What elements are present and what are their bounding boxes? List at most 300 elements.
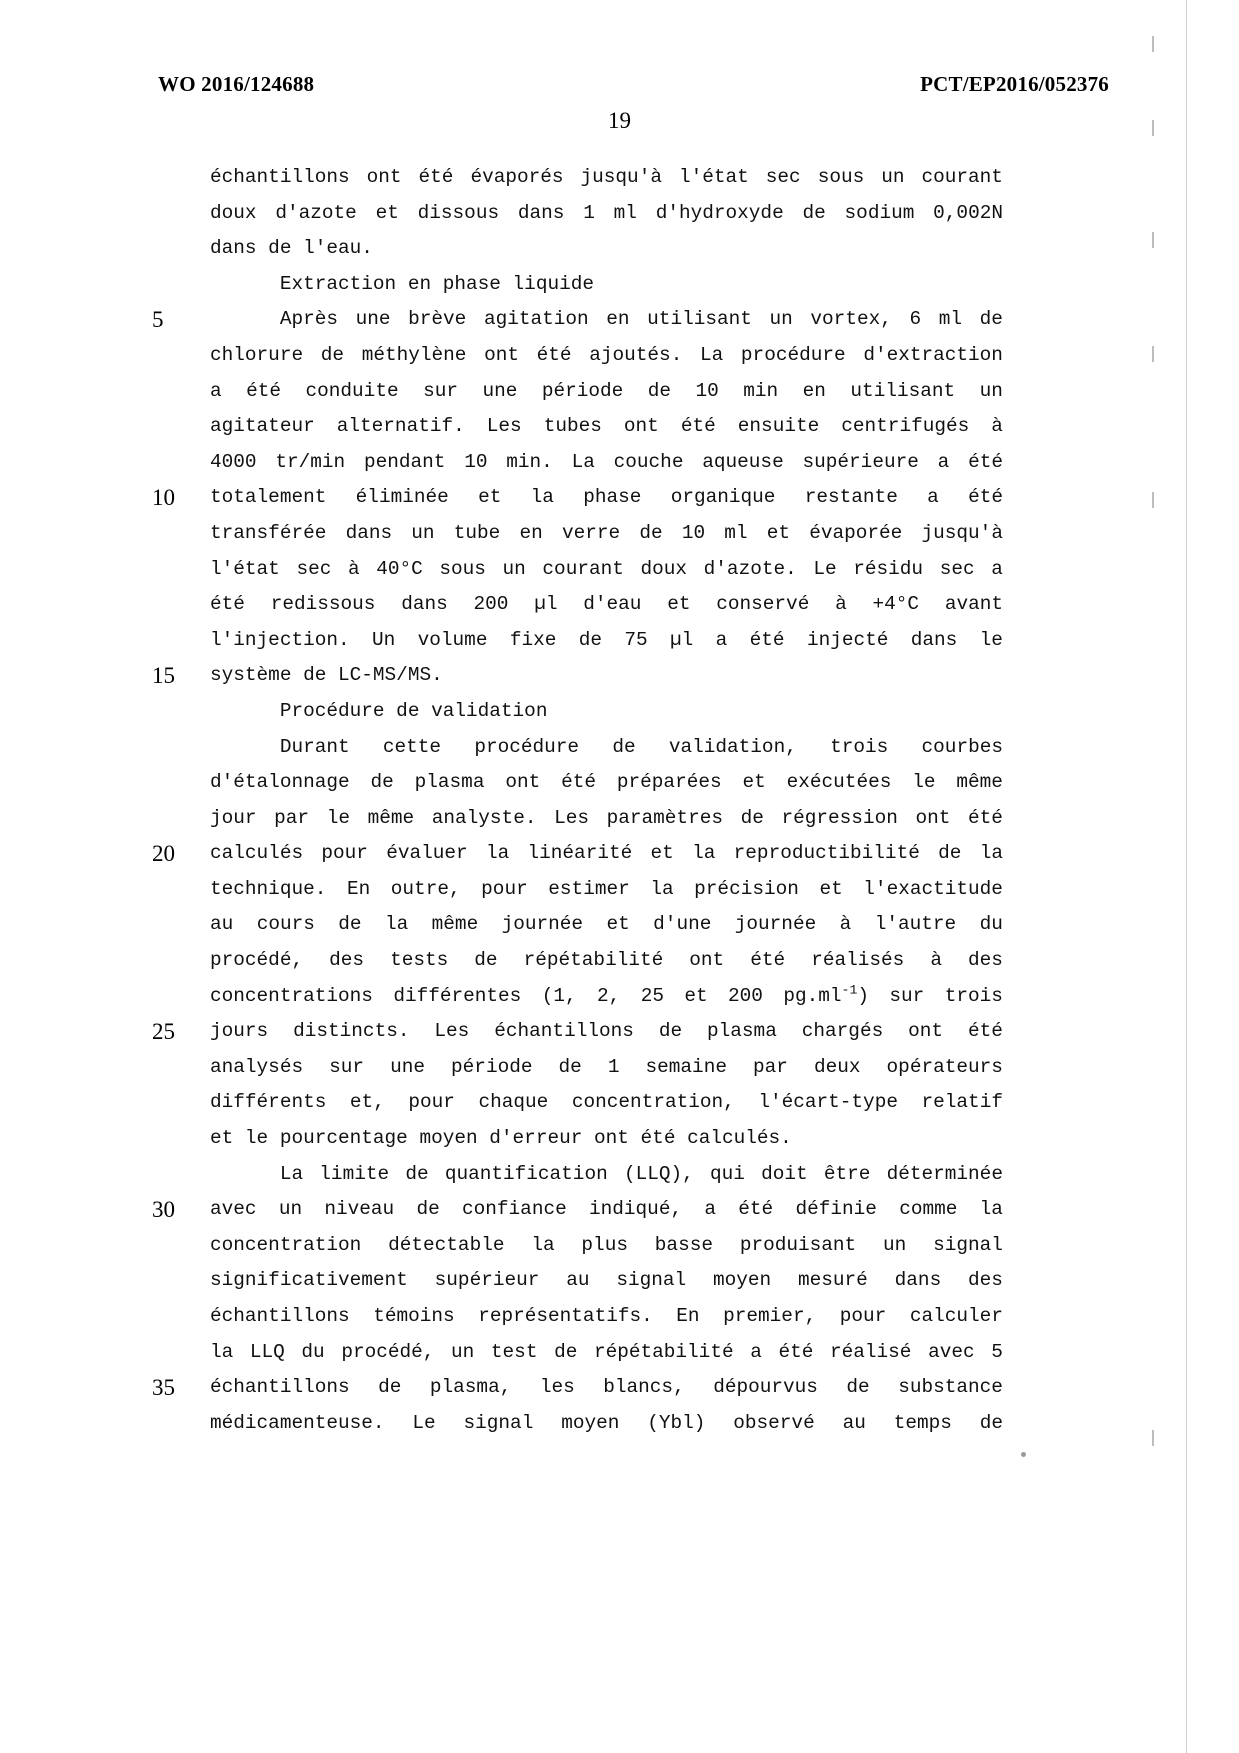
- word: sous: [817, 166, 865, 188]
- word: aqueuse: [702, 450, 784, 473]
- word: courant: [921, 166, 1003, 188]
- word: ont: [366, 166, 402, 188]
- scan-tick: [1152, 232, 1154, 248]
- line-text: [210, 338, 1003, 374]
- word: avant: [944, 593, 1003, 616]
- word: précision: [694, 877, 799, 900]
- line-text: [210, 1370, 1003, 1406]
- word: à: [835, 593, 847, 616]
- word: d'une: [653, 913, 712, 936]
- word: réalisé: [829, 1340, 912, 1363]
- word: d'azote: [275, 201, 357, 224]
- text-line: [152, 1014, 1003, 1050]
- scan-edge-rule: [1186, 0, 1187, 1753]
- word: la: [531, 1233, 555, 1256]
- word: de: [474, 949, 498, 972]
- word: médicamenteuse.: [210, 1411, 385, 1434]
- word: ont: [623, 415, 659, 438]
- word: de: [554, 1340, 578, 1363]
- word: d'étalonnage: [210, 771, 350, 794]
- word: des: [968, 1269, 1003, 1292]
- word: de: [612, 735, 636, 758]
- word: un: [979, 379, 1003, 402]
- text-line: [152, 1192, 1003, 1228]
- word: deux: [813, 1055, 861, 1078]
- text-line: [158, 196, 1003, 232]
- text-line: [158, 1228, 1003, 1264]
- word: résidu: [853, 557, 924, 580]
- word: et: [684, 984, 708, 1007]
- line-text: [210, 979, 1003, 1015]
- word: min.: [506, 450, 553, 473]
- word: 10: [695, 379, 719, 402]
- word: répétabilité: [523, 949, 664, 972]
- word: des: [329, 949, 365, 972]
- word: plasma: [414, 771, 485, 794]
- word: doit: [761, 1162, 808, 1185]
- word: fixe: [509, 628, 557, 651]
- text-line: [152, 302, 1003, 338]
- word: volume: [417, 628, 488, 651]
- text-line: [158, 409, 1003, 445]
- text-line: [158, 1157, 1003, 1193]
- word: ont: [484, 343, 519, 366]
- word: répétabilité: [593, 1340, 734, 1363]
- word: dépourvus: [713, 1376, 818, 1399]
- word: chargés: [801, 1020, 884, 1043]
- word: confiance: [462, 1198, 567, 1221]
- word: par: [274, 806, 310, 829]
- word: définie: [795, 1198, 877, 1221]
- word: à: [991, 415, 1003, 438]
- word: significativement: [210, 1269, 408, 1292]
- word: blancs,: [603, 1376, 685, 1399]
- word: dissous: [417, 201, 500, 224]
- word: alternatif.: [336, 415, 465, 438]
- word: jusqu'à: [921, 521, 1003, 544]
- word: restante: [804, 486, 898, 509]
- word: d'eau: [583, 593, 642, 616]
- word: outre,: [390, 877, 461, 900]
- line-number: 35: [152, 1375, 175, 1401]
- word: été: [561, 771, 597, 794]
- text-line: [158, 1335, 1003, 1371]
- word: été: [968, 1020, 1003, 1043]
- word: même: [367, 806, 415, 829]
- word: ml: [613, 201, 637, 224]
- line-text: [210, 480, 1003, 516]
- line-text: [210, 1050, 1003, 1086]
- word: journée: [734, 913, 817, 936]
- word: de: [938, 842, 962, 865]
- word: moyen: [712, 1269, 772, 1292]
- text-line: [158, 694, 1003, 730]
- line-text: [210, 765, 1003, 801]
- word: 1: [583, 201, 595, 224]
- word: procédure: [740, 343, 846, 366]
- word: été: [418, 166, 454, 188]
- word: observé: [733, 1411, 815, 1434]
- word: à: [930, 949, 942, 972]
- word: été: [750, 949, 786, 972]
- word: Le: [412, 1411, 436, 1434]
- word: échantillons: [210, 1376, 350, 1399]
- word: moyen: [561, 1411, 620, 1434]
- word: Après: [210, 308, 338, 331]
- line-number: 5: [152, 307, 164, 333]
- line-number: 30: [152, 1197, 175, 1223]
- word: Les: [486, 415, 522, 438]
- word: verre: [561, 521, 621, 544]
- word: pour: [481, 877, 528, 900]
- word: redissous: [270, 593, 376, 616]
- word: totalement: [210, 486, 327, 509]
- word: période: [541, 379, 624, 402]
- word: de: [405, 1162, 429, 1185]
- word: plasma: [707, 1020, 777, 1043]
- word: analysés: [210, 1055, 304, 1078]
- word: l'écart-type: [758, 1091, 898, 1114]
- line-text: [210, 552, 1003, 588]
- word: min: [743, 379, 779, 402]
- word: Les: [554, 806, 589, 829]
- word: doux: [640, 557, 688, 580]
- word: déterminée: [886, 1162, 1003, 1185]
- line-text: [210, 1192, 1003, 1228]
- text-line: [158, 1406, 1003, 1442]
- word: au: [210, 913, 234, 936]
- scan-tick: [1152, 120, 1154, 136]
- word: premier,: [723, 1305, 817, 1327]
- word: tubes: [543, 415, 602, 438]
- word: phase: [583, 486, 642, 509]
- scan-tick: [1152, 1430, 1154, 1446]
- word: et: [650, 842, 674, 865]
- line-text: [210, 872, 1003, 908]
- word: limite: [319, 1162, 390, 1185]
- word: des: [967, 949, 1003, 972]
- text-line: [158, 979, 1003, 1015]
- word: +4°C: [872, 593, 920, 616]
- word: dans: [401, 593, 448, 616]
- word: différentes: [393, 984, 522, 1007]
- word: linéarité: [527, 842, 633, 865]
- word: l'injection.: [210, 628, 350, 651]
- line-text: [210, 1335, 1003, 1371]
- word: chaque: [478, 1091, 549, 1114]
- word: 10: [681, 521, 706, 544]
- word: témoins: [373, 1305, 455, 1327]
- text-line: [152, 1370, 1003, 1406]
- word: de: [740, 806, 764, 829]
- word: temps: [893, 1411, 952, 1434]
- word: dans: [894, 1269, 942, 1292]
- application-number: PCT/EP2016/052376: [920, 72, 1109, 96]
- word: et: [375, 201, 399, 224]
- word: d'azote.: [703, 557, 797, 580]
- word: la: [210, 1340, 234, 1363]
- word: jusqu'à: [580, 166, 662, 188]
- word: supérieure: [802, 450, 919, 473]
- word: l'état: [678, 166, 749, 188]
- word: la: [530, 486, 554, 509]
- line-number: 10: [152, 485, 175, 511]
- line-text: [210, 801, 1003, 837]
- word: Le: [813, 557, 837, 580]
- word: été: [778, 1340, 814, 1363]
- running-head: [158, 72, 1109, 97]
- line-text: [210, 302, 1003, 338]
- word: sur: [889, 984, 925, 1007]
- word: de: [378, 1376, 402, 1399]
- word: (1,: [541, 984, 577, 1007]
- word: été: [749, 628, 785, 651]
- line-number: 15: [152, 663, 175, 689]
- word: réalisés: [811, 949, 905, 972]
- word: 0,002N: [933, 201, 1003, 224]
- word: et: [667, 593, 691, 616]
- word: centrifugés: [841, 415, 970, 438]
- document-body: [152, 160, 1003, 1441]
- word: du: [979, 913, 1003, 936]
- word: l'exactitude: [863, 877, 1003, 900]
- word: ont: [915, 806, 951, 829]
- word: la: [485, 842, 510, 865]
- line-text: [210, 409, 1003, 445]
- word: même: [431, 913, 479, 936]
- word: validation,: [668, 735, 797, 758]
- word: 25: [640, 984, 664, 1007]
- word: et: [766, 521, 791, 544]
- word: distincts.: [293, 1020, 410, 1043]
- text-line: [158, 1050, 1003, 1086]
- word: sur: [423, 379, 458, 402]
- word: échantillons: [210, 166, 350, 188]
- text-line: [152, 836, 1003, 872]
- word: chlorure: [210, 343, 304, 366]
- word: la: [650, 877, 674, 900]
- line-text: dans de l'eau.: [210, 237, 373, 260]
- word: été: [968, 806, 1003, 829]
- text-line: [152, 658, 1003, 694]
- word: LLQ: [249, 1340, 285, 1363]
- word: et: [819, 877, 843, 900]
- word: évaluer: [386, 842, 468, 865]
- word: la: [384, 913, 409, 936]
- word: d'extraction: [863, 343, 1003, 366]
- line-text: [210, 516, 1003, 552]
- word: concentration,: [571, 1091, 735, 1114]
- text-line: [158, 374, 1003, 410]
- word: a: [991, 557, 1003, 580]
- word: Les: [434, 1020, 470, 1043]
- word: courbes: [921, 735, 1003, 758]
- word: être: [823, 1162, 871, 1185]
- word: (LLQ),: [623, 1162, 694, 1185]
- text-line: [158, 231, 1003, 267]
- word: 10: [464, 450, 488, 473]
- word: a: [937, 450, 950, 473]
- word: doux: [210, 201, 257, 224]
- word: tube: [453, 521, 501, 544]
- word: de: [647, 379, 672, 402]
- word: de: [338, 913, 362, 936]
- word: le: [326, 806, 350, 829]
- word: pendant: [363, 450, 446, 473]
- word: trois: [830, 735, 889, 758]
- word: une: [390, 1055, 425, 1078]
- word: détectable: [388, 1233, 505, 1256]
- word: différents: [210, 1091, 327, 1114]
- word: procédé,: [210, 949, 304, 972]
- word: le: [979, 628, 1003, 651]
- word: qui: [709, 1162, 745, 1185]
- line-text: système de LC-MS/MS.: [210, 664, 443, 687]
- word: la: [979, 1198, 1003, 1221]
- word: Durant: [210, 735, 350, 758]
- word: sec: [296, 557, 332, 580]
- word: La: [699, 343, 724, 366]
- line-text: Extraction en phase liquide: [210, 272, 594, 295]
- word: et,: [349, 1091, 385, 1114]
- word: courant: [542, 557, 624, 580]
- word: éliminée: [355, 486, 449, 509]
- text-line: [158, 1299, 1003, 1335]
- word: avec: [928, 1340, 975, 1363]
- word: couche: [613, 450, 684, 473]
- word: en: [802, 379, 826, 402]
- word: et: [478, 486, 502, 509]
- word: 200: [473, 593, 509, 616]
- word: procédé,: [341, 1340, 435, 1363]
- word: plus: [581, 1233, 628, 1256]
- word: sec: [765, 166, 801, 188]
- word: opérateurs: [886, 1055, 1003, 1078]
- text-line: [158, 801, 1003, 837]
- word: trois: [944, 984, 1003, 1007]
- word: semaine: [645, 1055, 727, 1078]
- word: conservé: [716, 593, 810, 616]
- text-line: [158, 160, 1003, 196]
- word: calculés: [210, 842, 304, 865]
- word: a: [715, 628, 728, 651]
- word: même: [956, 771, 1003, 794]
- word: utilisant: [647, 308, 752, 331]
- scan-tick: [1152, 36, 1154, 52]
- word: a: [750, 1340, 762, 1363]
- line-text: [210, 160, 1003, 196]
- word: été: [680, 415, 716, 438]
- word: plasma,: [429, 1376, 512, 1399]
- word: indiqué,: [589, 1198, 683, 1221]
- word: calculer: [909, 1305, 1003, 1327]
- word: méthylène: [361, 343, 467, 366]
- word: a: [927, 486, 939, 509]
- word: substance: [898, 1376, 1003, 1399]
- word: a: [704, 1198, 716, 1221]
- line-text: [210, 730, 1003, 766]
- word: au: [566, 1269, 590, 1292]
- word: sec: [939, 557, 975, 580]
- word: régression: [781, 806, 898, 829]
- word: agitation: [483, 308, 589, 331]
- word: tr/min: [275, 450, 346, 473]
- word: basse: [654, 1233, 713, 1256]
- line-text: Procédure de validation: [210, 699, 548, 722]
- word: avec: [210, 1198, 257, 1221]
- scan-tick: [1152, 346, 1154, 362]
- word: test: [490, 1340, 538, 1363]
- text-line: [158, 943, 1003, 979]
- line-text: [210, 1299, 1003, 1335]
- word: comme: [899, 1198, 958, 1221]
- word: une: [482, 379, 518, 402]
- word: un: [881, 166, 905, 188]
- word: de: [979, 308, 1003, 331]
- word: utilisant: [850, 379, 956, 402]
- line-text: [210, 1157, 1003, 1193]
- word: En: [676, 1305, 700, 1327]
- word: mesuré: [798, 1269, 868, 1292]
- word: été: [968, 450, 1003, 473]
- word: de: [416, 1198, 440, 1221]
- word: période: [451, 1055, 533, 1078]
- word: été: [968, 486, 1003, 509]
- word: signal: [933, 1233, 1003, 1256]
- word: un: [883, 1233, 907, 1256]
- word: l'état: [210, 557, 280, 580]
- word: l'autre: [874, 913, 957, 936]
- word: dans: [910, 628, 958, 651]
- text-line: [158, 587, 1003, 623]
- text-line: [158, 907, 1003, 943]
- word: et: [606, 913, 630, 936]
- word: à: [839, 913, 852, 936]
- text-line: [152, 480, 1003, 516]
- publication-number: WO 2016/124688: [158, 72, 315, 96]
- word: sur: [329, 1055, 365, 1078]
- word: préparées: [616, 771, 722, 794]
- line-text: [210, 1406, 1003, 1442]
- word: un: [278, 1198, 303, 1221]
- word: organique: [670, 486, 776, 509]
- word: en: [606, 308, 630, 331]
- word: de: [578, 628, 603, 651]
- word: été: [210, 593, 245, 616]
- word: et: [742, 771, 766, 794]
- line-text: [210, 836, 1003, 872]
- text-line: [158, 730, 1003, 766]
- word: agitateur: [210, 415, 315, 438]
- word: d'hydroxyde: [655, 201, 784, 224]
- word: pour: [321, 842, 368, 865]
- word: concentration: [210, 1233, 362, 1256]
- word: un: [411, 521, 435, 544]
- word: transférée: [210, 521, 327, 544]
- text-line: [158, 267, 1003, 303]
- word: 1: [607, 1055, 620, 1078]
- line-text: [210, 374, 1003, 410]
- word: dans: [517, 201, 565, 224]
- word: cette: [382, 735, 442, 758]
- word: de: [370, 771, 394, 794]
- word: été: [536, 343, 572, 366]
- word: (Ybl): [647, 1411, 706, 1434]
- text-line: [158, 872, 1003, 908]
- page-number: 19: [608, 108, 631, 133]
- word: échantillons: [210, 1305, 350, 1327]
- line-text: [210, 907, 1003, 943]
